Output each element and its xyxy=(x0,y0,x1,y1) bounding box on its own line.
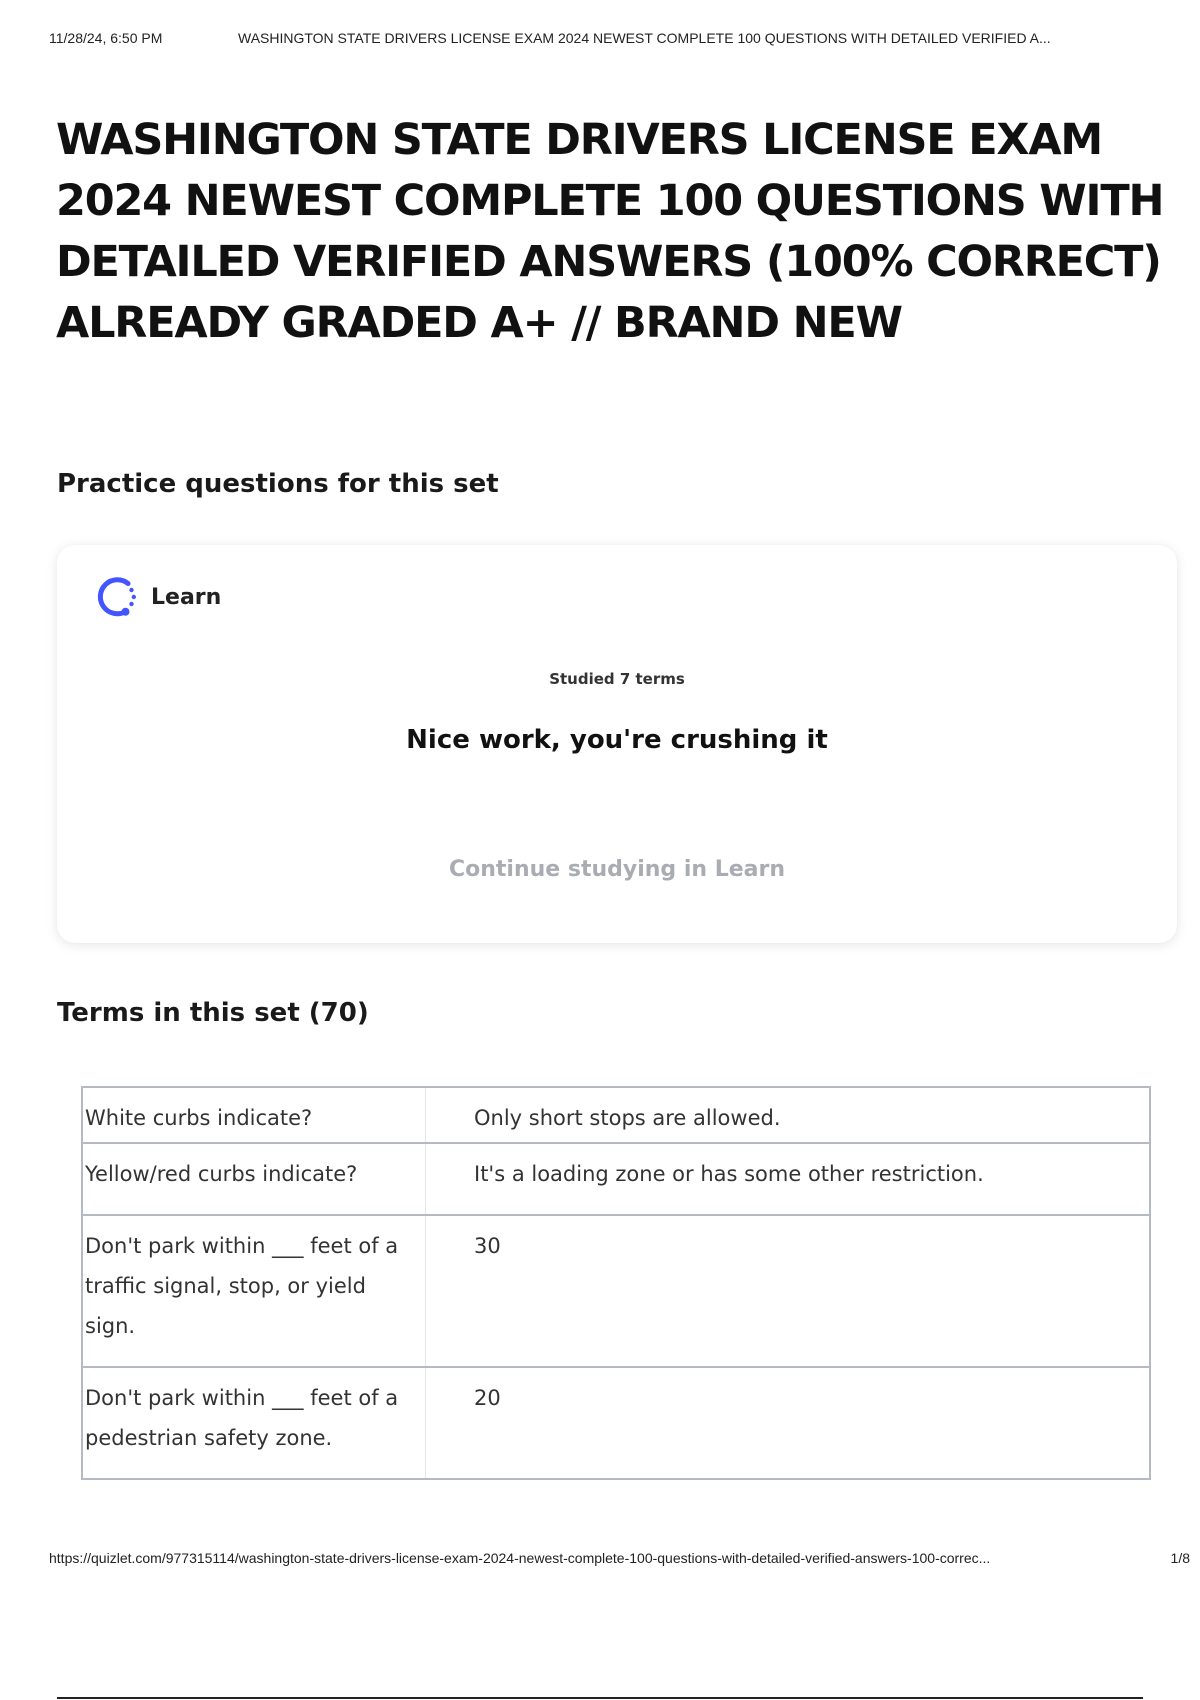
page-divider xyxy=(57,1697,1143,1699)
page-number: 1/8 xyxy=(1170,1550,1190,1566)
table-row xyxy=(82,1367,1150,1479)
table-row xyxy=(82,1143,1150,1215)
page-title-line: ALREADY GRADED A+ // BRAND NEW xyxy=(56,298,902,348)
term-cell: Don't park within ___ feet of a pedestrian safety zone. xyxy=(82,1367,426,1479)
term-cell: Yellow/red curbs indicate? xyxy=(82,1143,426,1215)
page-title xyxy=(56,110,1166,354)
print-doc-title: WASHINGTON STATE DRIVERS LICENSE EXAM 2024 NEWEST COMPLETE 100 QUESTIONS WITH DETAILED VERIFIED A... xyxy=(238,30,1051,46)
page-title-line: DETAILED VERIFIED ANSWERS (100% CORRECT) xyxy=(56,237,1161,287)
definition-cell: Only short stops are allowed. xyxy=(426,1087,1151,1143)
print-header xyxy=(49,30,1182,50)
page-title-line: 2024 NEWEST COMPLETE 100 QUESTIONS WITH xyxy=(56,176,1164,226)
table-row xyxy=(82,1215,1150,1367)
terms-heading: Terms in this set (70) xyxy=(57,998,369,1028)
term-cell: Don't park within ___ feet of a traffic signal, stop, or yield sign. xyxy=(82,1215,426,1367)
terms-table xyxy=(81,1086,1151,1480)
learn-card xyxy=(57,545,1177,943)
progress-message: Nice work, you're crushing it xyxy=(406,725,828,755)
table-row xyxy=(82,1087,1150,1143)
print-datetime: 11/28/24, 6:50 PM xyxy=(49,30,163,46)
learn-label: Learn xyxy=(151,584,222,610)
term-cell: White curbs indicate? xyxy=(82,1087,426,1143)
definition-cell: 20 xyxy=(426,1367,1151,1479)
definition-cell: 30 xyxy=(426,1215,1151,1367)
learn-progress-icon xyxy=(95,575,139,619)
definition-cell: It's a loading zone or has some other restriction. xyxy=(426,1143,1151,1215)
practice-questions-heading: Practice questions for this set xyxy=(57,469,499,499)
learn-mode-link[interactable] xyxy=(95,575,221,619)
continue-learn-button[interactable]: Continue studying in Learn xyxy=(448,857,785,882)
print-footer xyxy=(49,1550,1190,1570)
studied-terms-count: Studied 7 terms xyxy=(549,670,685,688)
page-title-line: WASHINGTON STATE DRIVERS LICENSE EXAM xyxy=(56,115,1103,165)
print-url: https://quizlet.com/977315114/washington-state-drivers-license-exam-2024-newest-complete-100-questions-with-detailed-verified-answers-100-correc... xyxy=(49,1550,991,1566)
